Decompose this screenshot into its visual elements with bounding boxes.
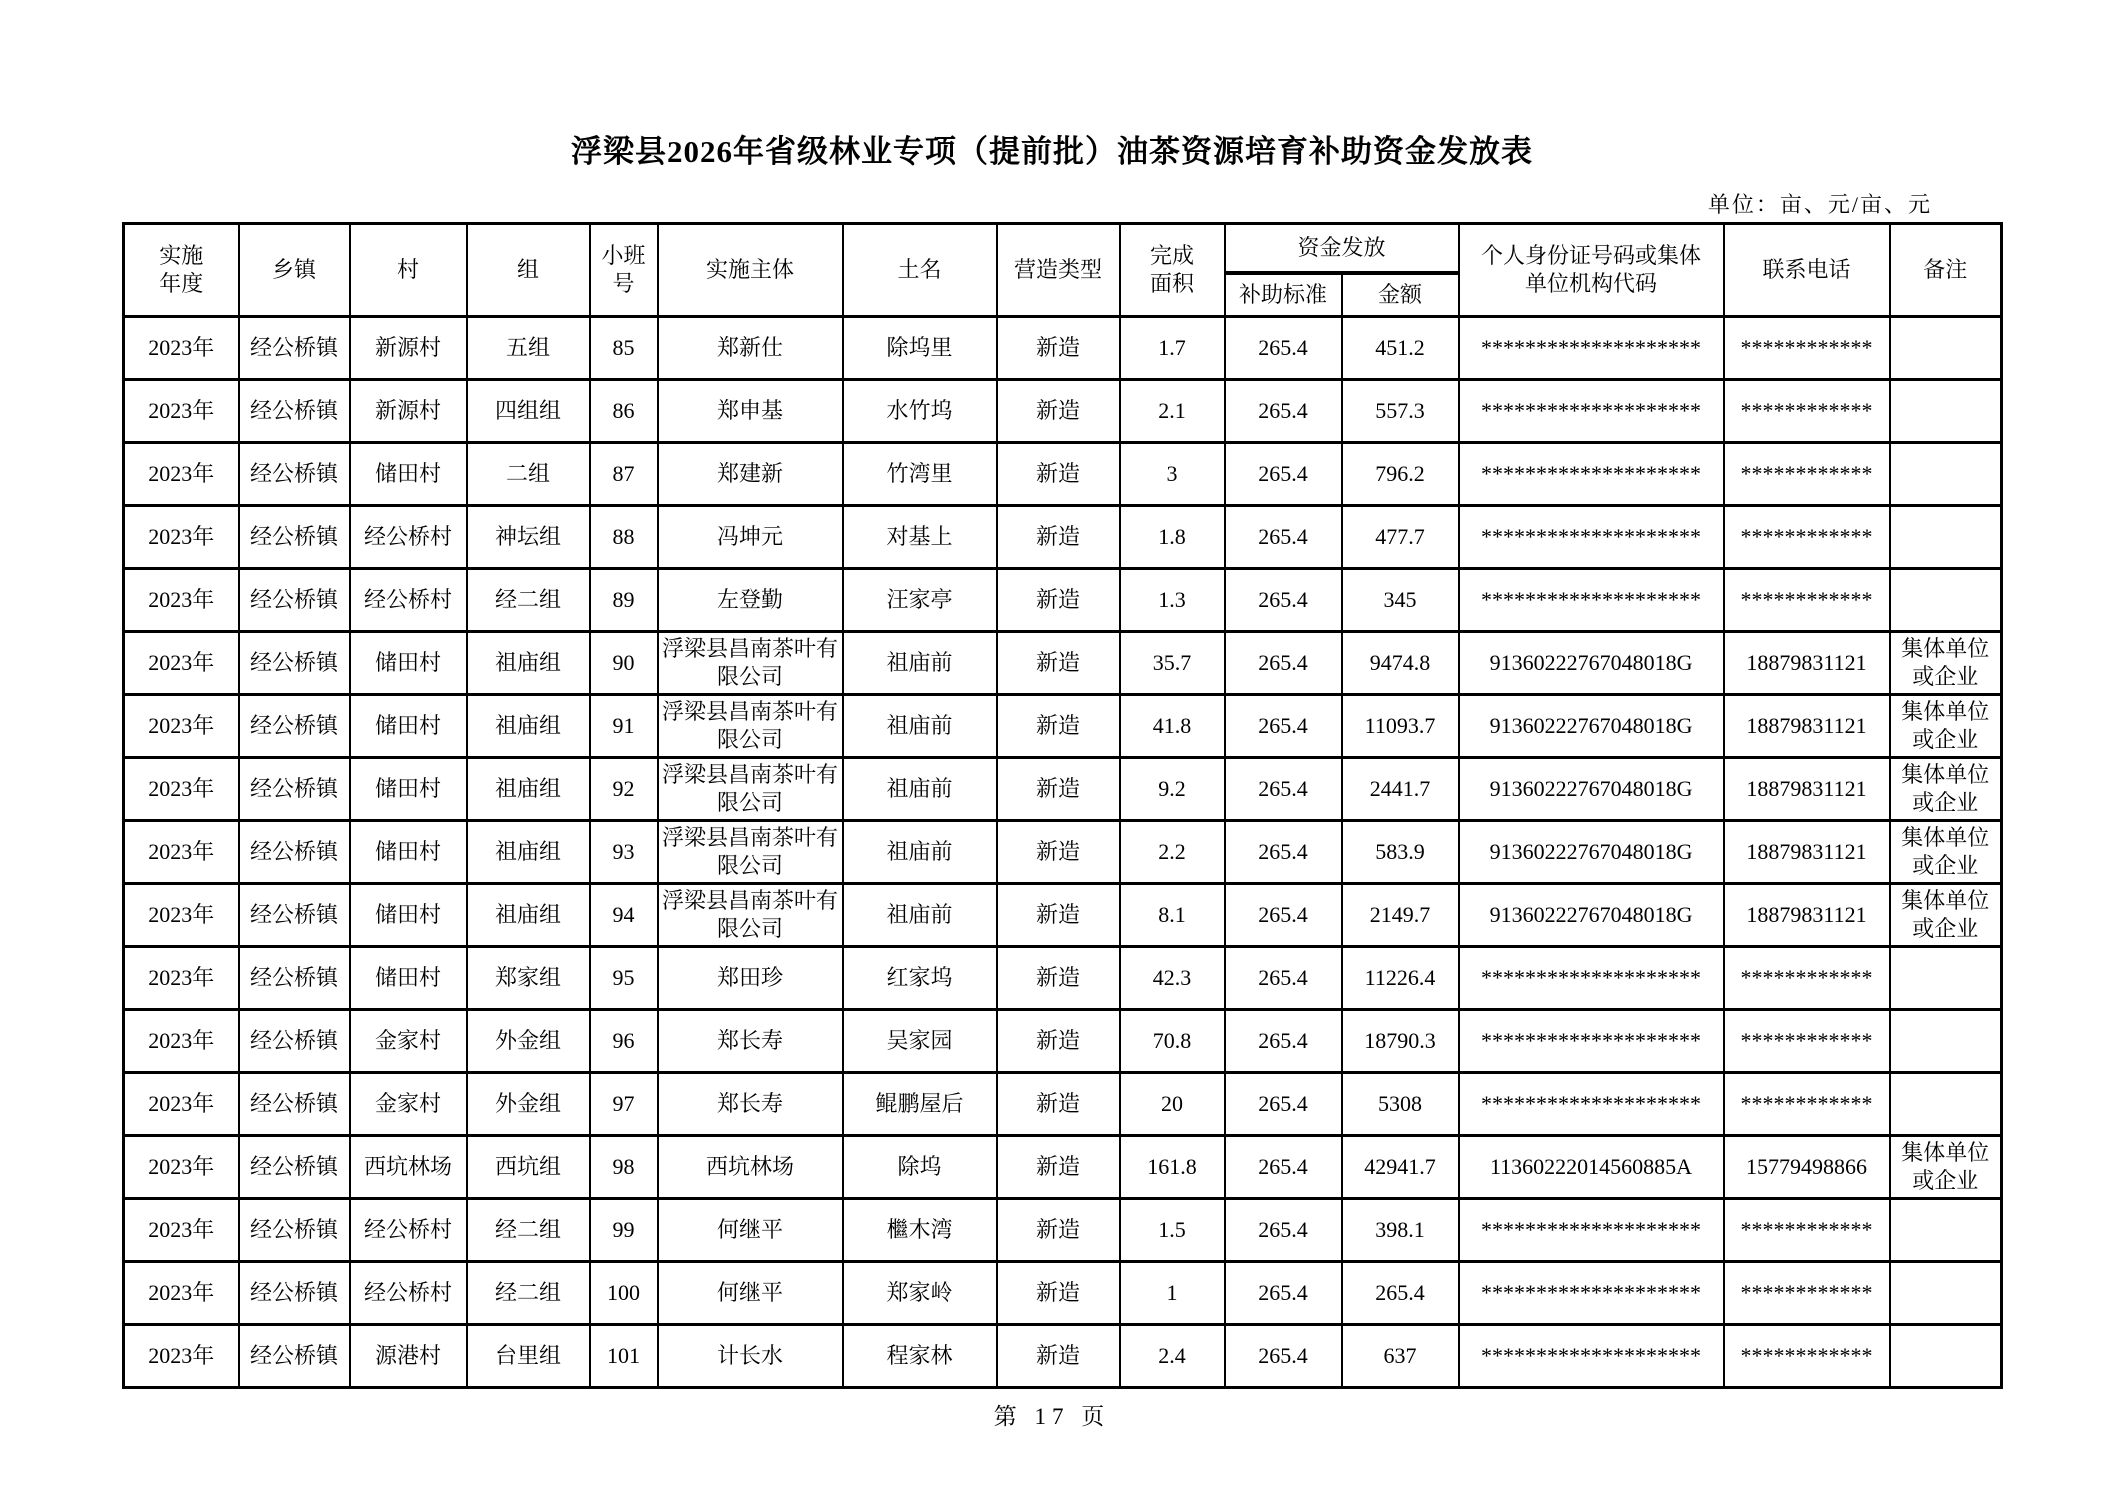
cell-class_no: 98 bbox=[590, 1136, 658, 1199]
cell-id_code: ******************** bbox=[1459, 1199, 1724, 1262]
col-header-subsidy-standard: 补助标准 bbox=[1225, 273, 1342, 317]
cell-phone: ************ bbox=[1724, 1010, 1890, 1073]
cell-phone: ************ bbox=[1724, 443, 1890, 506]
cell-amount: 2149.7 bbox=[1342, 884, 1459, 947]
table-row bbox=[124, 1010, 2002, 1073]
cell-town: 经公桥镇 bbox=[239, 1262, 350, 1325]
cell-year: 2023年 bbox=[124, 317, 239, 380]
cell-amount: 5308 bbox=[1342, 1073, 1459, 1136]
cell-group: 二组 bbox=[467, 443, 590, 506]
cell-land_name: 祖庙前 bbox=[843, 758, 997, 821]
cell-group: 外金组 bbox=[467, 1073, 590, 1136]
cell-amount: 2441.7 bbox=[1342, 758, 1459, 821]
cell-town: 经公桥镇 bbox=[239, 632, 350, 695]
cell-year: 2023年 bbox=[124, 1010, 239, 1073]
cell-town: 经公桥镇 bbox=[239, 1199, 350, 1262]
cell-land_name: 程家林 bbox=[843, 1325, 997, 1388]
cell-area: 20 bbox=[1120, 1073, 1225, 1136]
cell-build_type: 新造 bbox=[997, 758, 1120, 821]
cell-amount: 345 bbox=[1342, 569, 1459, 632]
cell-village: 经公桥村 bbox=[350, 1262, 467, 1325]
cell-town: 经公桥镇 bbox=[239, 1325, 350, 1388]
cell-entity: 郑新仕 bbox=[658, 317, 843, 380]
cell-entity: 何继平 bbox=[658, 1262, 843, 1325]
cell-land_name: 除坞里 bbox=[843, 317, 997, 380]
cell-year: 2023年 bbox=[124, 1136, 239, 1199]
cell-build_type: 新造 bbox=[997, 884, 1120, 947]
cell-year: 2023年 bbox=[124, 632, 239, 695]
cell-year: 2023年 bbox=[124, 569, 239, 632]
cell-town: 经公桥镇 bbox=[239, 1136, 350, 1199]
cell-class_no: 85 bbox=[590, 317, 658, 380]
cell-village: 经公桥村 bbox=[350, 569, 467, 632]
cell-entity: 浮梁县昌南茶叶有限公司 bbox=[658, 632, 843, 695]
cell-subsidy_standard: 265.4 bbox=[1225, 569, 1342, 632]
cell-area: 2.1 bbox=[1120, 380, 1225, 443]
cell-area: 35.7 bbox=[1120, 632, 1225, 695]
cell-class_no: 89 bbox=[590, 569, 658, 632]
cell-town: 经公桥镇 bbox=[239, 380, 350, 443]
cell-class_no: 88 bbox=[590, 506, 658, 569]
cell-area: 2.2 bbox=[1120, 821, 1225, 884]
cell-build_type: 新造 bbox=[997, 506, 1120, 569]
cell-area: 1 bbox=[1120, 1262, 1225, 1325]
cell-build_type: 新造 bbox=[997, 1199, 1120, 1262]
cell-entity: 浮梁县昌南茶叶有限公司 bbox=[658, 758, 843, 821]
cell-subsidy_standard: 265.4 bbox=[1225, 947, 1342, 1010]
cell-phone: 18879831121 bbox=[1724, 758, 1890, 821]
col-header-amount: 金额 bbox=[1342, 273, 1459, 317]
cell-phone: 18879831121 bbox=[1724, 821, 1890, 884]
cell-build_type: 新造 bbox=[997, 380, 1120, 443]
cell-village: 新源村 bbox=[350, 317, 467, 380]
cell-build_type: 新造 bbox=[997, 1010, 1120, 1073]
cell-group: 外金组 bbox=[467, 1010, 590, 1073]
cell-village: 储田村 bbox=[350, 632, 467, 695]
table-body bbox=[124, 317, 2002, 1388]
col-header-area: 完成面积 bbox=[1120, 224, 1225, 317]
cell-group: 经二组 bbox=[467, 1199, 590, 1262]
table-header bbox=[124, 224, 2002, 317]
cell-entity: 郑申基 bbox=[658, 380, 843, 443]
table-row bbox=[124, 443, 2002, 506]
cell-group: 郑家组 bbox=[467, 947, 590, 1010]
cell-remark bbox=[1890, 1199, 2002, 1262]
cell-phone: 18879831121 bbox=[1724, 884, 1890, 947]
cell-amount: 557.3 bbox=[1342, 380, 1459, 443]
cell-group: 祖庙组 bbox=[467, 884, 590, 947]
cell-remark bbox=[1890, 506, 2002, 569]
cell-subsidy_standard: 265.4 bbox=[1225, 758, 1342, 821]
cell-id_code: 91360222767048018G bbox=[1459, 695, 1724, 758]
cell-id_code: 91360222767048018G bbox=[1459, 758, 1724, 821]
cell-build_type: 新造 bbox=[997, 317, 1120, 380]
cell-id_code: 91360222767048018G bbox=[1459, 821, 1724, 884]
cell-amount: 796.2 bbox=[1342, 443, 1459, 506]
cell-year: 2023年 bbox=[124, 884, 239, 947]
cell-subsidy_standard: 265.4 bbox=[1225, 884, 1342, 947]
table-row bbox=[124, 506, 2002, 569]
cell-class_no: 93 bbox=[590, 821, 658, 884]
cell-subsidy_standard: 265.4 bbox=[1225, 1073, 1342, 1136]
cell-area: 41.8 bbox=[1120, 695, 1225, 758]
cell-remark: 集体单位或企业 bbox=[1890, 695, 2002, 758]
cell-amount: 637 bbox=[1342, 1325, 1459, 1388]
cell-phone: ************ bbox=[1724, 1199, 1890, 1262]
col-header-class-no: 小班号 bbox=[590, 224, 658, 317]
cell-entity: 浮梁县昌南茶叶有限公司 bbox=[658, 821, 843, 884]
cell-town: 经公桥镇 bbox=[239, 884, 350, 947]
cell-entity: 西坑林场 bbox=[658, 1136, 843, 1199]
cell-remark bbox=[1890, 1325, 2002, 1388]
table-row bbox=[124, 1199, 2002, 1262]
cell-town: 经公桥镇 bbox=[239, 569, 350, 632]
cell-town: 经公桥镇 bbox=[239, 506, 350, 569]
cell-phone: ************ bbox=[1724, 317, 1890, 380]
cell-subsidy_standard: 265.4 bbox=[1225, 506, 1342, 569]
cell-remark: 集体单位或企业 bbox=[1890, 821, 2002, 884]
cell-area: 8.1 bbox=[1120, 884, 1225, 947]
cell-year: 2023年 bbox=[124, 1262, 239, 1325]
cell-village: 储田村 bbox=[350, 884, 467, 947]
cell-area: 42.3 bbox=[1120, 947, 1225, 1010]
cell-group: 祖庙组 bbox=[467, 695, 590, 758]
cell-amount: 583.9 bbox=[1342, 821, 1459, 884]
cell-id_code: ******************** bbox=[1459, 317, 1724, 380]
cell-build_type: 新造 bbox=[997, 1073, 1120, 1136]
table-row bbox=[124, 695, 2002, 758]
col-header-build-type: 营造类型 bbox=[997, 224, 1120, 317]
cell-land_name: 竹湾里 bbox=[843, 443, 997, 506]
cell-phone: ************ bbox=[1724, 1325, 1890, 1388]
cell-entity: 郑田珍 bbox=[658, 947, 843, 1010]
cell-village: 储田村 bbox=[350, 695, 467, 758]
cell-entity: 何继平 bbox=[658, 1199, 843, 1262]
cell-land_name: 对基上 bbox=[843, 506, 997, 569]
col-header-village: 村 bbox=[350, 224, 467, 317]
cell-land_name: 祖庙前 bbox=[843, 695, 997, 758]
cell-remark bbox=[1890, 1010, 2002, 1073]
cell-village: 源港村 bbox=[350, 1325, 467, 1388]
cell-phone: ************ bbox=[1724, 506, 1890, 569]
cell-area: 9.2 bbox=[1120, 758, 1225, 821]
cell-village: 储田村 bbox=[350, 821, 467, 884]
cell-group: 四组组 bbox=[467, 380, 590, 443]
col-header-funding-group: 资金发放 bbox=[1225, 224, 1459, 274]
cell-subsidy_standard: 265.4 bbox=[1225, 1325, 1342, 1388]
table-row bbox=[124, 758, 2002, 821]
cell-phone: ************ bbox=[1724, 569, 1890, 632]
cell-id_code: ******************** bbox=[1459, 1010, 1724, 1073]
cell-land_name: 汪家亭 bbox=[843, 569, 997, 632]
page-title: 浮梁县2026年省级林业专项（提前批）油茶资源培育补助资金发放表 bbox=[571, 134, 1533, 169]
cell-phone: ************ bbox=[1724, 380, 1890, 443]
cell-area: 70.8 bbox=[1120, 1010, 1225, 1073]
cell-phone: ************ bbox=[1724, 947, 1890, 1010]
cell-phone: ************ bbox=[1724, 1262, 1890, 1325]
cell-build_type: 新造 bbox=[997, 821, 1120, 884]
page-number: 第 17 页 bbox=[993, 1404, 1111, 1429]
cell-subsidy_standard: 265.4 bbox=[1225, 1262, 1342, 1325]
cell-subsidy_standard: 265.4 bbox=[1225, 821, 1342, 884]
cell-year: 2023年 bbox=[124, 758, 239, 821]
cell-entity: 郑建新 bbox=[658, 443, 843, 506]
table-row bbox=[124, 1325, 2002, 1388]
cell-remark bbox=[1890, 1262, 2002, 1325]
cell-remark bbox=[1890, 380, 2002, 443]
cell-id_code: ******************** bbox=[1459, 1262, 1724, 1325]
table-row bbox=[124, 821, 2002, 884]
table-row bbox=[124, 1262, 2002, 1325]
cell-class_no: 86 bbox=[590, 380, 658, 443]
cell-remark: 集体单位或企业 bbox=[1890, 632, 2002, 695]
cell-area: 1.3 bbox=[1120, 569, 1225, 632]
table-row bbox=[124, 317, 2002, 380]
cell-area: 1.5 bbox=[1120, 1199, 1225, 1262]
cell-build_type: 新造 bbox=[997, 695, 1120, 758]
cell-entity: 浮梁县昌南茶叶有限公司 bbox=[658, 884, 843, 947]
cell-group: 经二组 bbox=[467, 1262, 590, 1325]
cell-land_name: 祖庙前 bbox=[843, 884, 997, 947]
cell-land_name: 水竹坞 bbox=[843, 380, 997, 443]
cell-town: 经公桥镇 bbox=[239, 1010, 350, 1073]
cell-remark bbox=[1890, 1073, 2002, 1136]
cell-group: 祖庙组 bbox=[467, 758, 590, 821]
cell-town: 经公桥镇 bbox=[239, 443, 350, 506]
cell-entity: 左登勤 bbox=[658, 569, 843, 632]
table-row bbox=[124, 1073, 2002, 1136]
cell-id_code: ******************** bbox=[1459, 1325, 1724, 1388]
cell-class_no: 92 bbox=[590, 758, 658, 821]
cell-amount: 265.4 bbox=[1342, 1262, 1459, 1325]
cell-build_type: 新造 bbox=[997, 443, 1120, 506]
cell-village: 西坑林场 bbox=[350, 1136, 467, 1199]
cell-year: 2023年 bbox=[124, 1325, 239, 1388]
cell-group: 五组 bbox=[467, 317, 590, 380]
cell-area: 1.8 bbox=[1120, 506, 1225, 569]
cell-build_type: 新造 bbox=[997, 1262, 1120, 1325]
cell-land_name: 祖庙前 bbox=[843, 821, 997, 884]
cell-id_code: ******************** bbox=[1459, 443, 1724, 506]
cell-land_name: 祖庙前 bbox=[843, 632, 997, 695]
cell-phone: 15779498866 bbox=[1724, 1136, 1890, 1199]
cell-town: 经公桥镇 bbox=[239, 695, 350, 758]
cell-area: 2.4 bbox=[1120, 1325, 1225, 1388]
cell-amount: 11093.7 bbox=[1342, 695, 1459, 758]
cell-id_code: 11360222014560885A bbox=[1459, 1136, 1724, 1199]
cell-group: 祖庙组 bbox=[467, 821, 590, 884]
cell-amount: 42941.7 bbox=[1342, 1136, 1459, 1199]
cell-phone: 18879831121 bbox=[1724, 695, 1890, 758]
cell-year: 2023年 bbox=[124, 506, 239, 569]
cell-group: 祖庙组 bbox=[467, 632, 590, 695]
cell-build_type: 新造 bbox=[997, 632, 1120, 695]
cell-subsidy_standard: 265.4 bbox=[1225, 1199, 1342, 1262]
cell-id_code: ******************** bbox=[1459, 1073, 1724, 1136]
cell-town: 经公桥镇 bbox=[239, 947, 350, 1010]
cell-group: 神坛组 bbox=[467, 506, 590, 569]
cell-remark bbox=[1890, 317, 2002, 380]
cell-class_no: 94 bbox=[590, 884, 658, 947]
cell-land_name: 红家坞 bbox=[843, 947, 997, 1010]
table-row bbox=[124, 947, 2002, 1010]
cell-land_name: 鲲鹏屋后 bbox=[843, 1073, 997, 1136]
cell-amount: 477.7 bbox=[1342, 506, 1459, 569]
table-row bbox=[124, 632, 2002, 695]
cell-class_no: 90 bbox=[590, 632, 658, 695]
cell-entity: 浮梁县昌南茶叶有限公司 bbox=[658, 695, 843, 758]
cell-entity: 郑长寿 bbox=[658, 1073, 843, 1136]
col-header-town: 乡镇 bbox=[239, 224, 350, 317]
cell-class_no: 100 bbox=[590, 1262, 658, 1325]
cell-subsidy_standard: 265.4 bbox=[1225, 443, 1342, 506]
cell-village: 储田村 bbox=[350, 947, 467, 1010]
cell-year: 2023年 bbox=[124, 1073, 239, 1136]
cell-town: 经公桥镇 bbox=[239, 758, 350, 821]
cell-amount: 9474.8 bbox=[1342, 632, 1459, 695]
cell-year: 2023年 bbox=[124, 1199, 239, 1262]
cell-group: 西坑组 bbox=[467, 1136, 590, 1199]
col-header-id-code: 个人身份证号码或集体单位机构代码 bbox=[1459, 224, 1724, 317]
cell-id_code: ******************** bbox=[1459, 569, 1724, 632]
cell-subsidy_standard: 265.4 bbox=[1225, 695, 1342, 758]
cell-remark: 集体单位或企业 bbox=[1890, 1136, 2002, 1199]
cell-class_no: 97 bbox=[590, 1073, 658, 1136]
cell-amount: 451.2 bbox=[1342, 317, 1459, 380]
table-row bbox=[124, 380, 2002, 443]
cell-town: 经公桥镇 bbox=[239, 821, 350, 884]
table-row bbox=[124, 569, 2002, 632]
cell-land_name: 郑家岭 bbox=[843, 1262, 997, 1325]
cell-town: 经公桥镇 bbox=[239, 1073, 350, 1136]
cell-id_code: ******************** bbox=[1459, 947, 1724, 1010]
cell-class_no: 96 bbox=[590, 1010, 658, 1073]
cell-build_type: 新造 bbox=[997, 569, 1120, 632]
cell-id_code: ******************** bbox=[1459, 380, 1724, 443]
cell-id_code: ******************** bbox=[1459, 506, 1724, 569]
table-row bbox=[124, 884, 2002, 947]
unit-note: 单位：亩、元/亩、元 bbox=[1707, 192, 1932, 217]
cell-year: 2023年 bbox=[124, 821, 239, 884]
cell-land_name: 吴家园 bbox=[843, 1010, 997, 1073]
cell-year: 2023年 bbox=[124, 695, 239, 758]
cell-subsidy_standard: 265.4 bbox=[1225, 1136, 1342, 1199]
cell-id_code: 91360222767048018G bbox=[1459, 632, 1724, 695]
cell-id_code: 91360222767048018G bbox=[1459, 884, 1724, 947]
cell-class_no: 101 bbox=[590, 1325, 658, 1388]
cell-phone: ************ bbox=[1724, 1073, 1890, 1136]
cell-amount: 11226.4 bbox=[1342, 947, 1459, 1010]
cell-amount: 18790.3 bbox=[1342, 1010, 1459, 1073]
cell-amount: 398.1 bbox=[1342, 1199, 1459, 1262]
cell-class_no: 95 bbox=[590, 947, 658, 1010]
cell-subsidy_standard: 265.4 bbox=[1225, 632, 1342, 695]
cell-village: 经公桥村 bbox=[350, 506, 467, 569]
cell-area: 1.7 bbox=[1120, 317, 1225, 380]
cell-group: 台里组 bbox=[467, 1325, 590, 1388]
table-row bbox=[124, 1136, 2002, 1199]
cell-village: 金家村 bbox=[350, 1073, 467, 1136]
cell-entity: 计长水 bbox=[658, 1325, 843, 1388]
cell-village: 金家村 bbox=[350, 1010, 467, 1073]
cell-subsidy_standard: 265.4 bbox=[1225, 317, 1342, 380]
subsidy-table bbox=[122, 222, 2003, 1389]
cell-remark bbox=[1890, 443, 2002, 506]
cell-land_name: 檵木湾 bbox=[843, 1199, 997, 1262]
cell-year: 2023年 bbox=[124, 443, 239, 506]
cell-build_type: 新造 bbox=[997, 947, 1120, 1010]
cell-phone: 18879831121 bbox=[1724, 632, 1890, 695]
cell-village: 储田村 bbox=[350, 758, 467, 821]
cell-group: 经二组 bbox=[467, 569, 590, 632]
cell-year: 2023年 bbox=[124, 947, 239, 1010]
cell-remark: 集体单位或企业 bbox=[1890, 884, 2002, 947]
cell-entity: 冯坤元 bbox=[658, 506, 843, 569]
cell-village: 储田村 bbox=[350, 443, 467, 506]
cell-class_no: 99 bbox=[590, 1199, 658, 1262]
cell-remark bbox=[1890, 569, 2002, 632]
col-header-entity: 实施主体 bbox=[658, 224, 843, 317]
cell-area: 3 bbox=[1120, 443, 1225, 506]
cell-remark bbox=[1890, 947, 2002, 1010]
cell-class_no: 91 bbox=[590, 695, 658, 758]
cell-area: 161.8 bbox=[1120, 1136, 1225, 1199]
col-header-land-name: 土名 bbox=[843, 224, 997, 317]
col-header-phone: 联系电话 bbox=[1724, 224, 1890, 317]
cell-subsidy_standard: 265.4 bbox=[1225, 1010, 1342, 1073]
col-header-year: 实施年度 bbox=[124, 224, 239, 317]
cell-village: 经公桥村 bbox=[350, 1199, 467, 1262]
cell-class_no: 87 bbox=[590, 443, 658, 506]
cell-build_type: 新造 bbox=[997, 1325, 1120, 1388]
cell-land_name: 除坞 bbox=[843, 1136, 997, 1199]
col-header-remark: 备注 bbox=[1890, 224, 2002, 317]
cell-build_type: 新造 bbox=[997, 1136, 1120, 1199]
col-header-group: 组 bbox=[467, 224, 590, 317]
cell-village: 新源村 bbox=[350, 380, 467, 443]
cell-entity: 郑长寿 bbox=[658, 1010, 843, 1073]
cell-subsidy_standard: 265.4 bbox=[1225, 380, 1342, 443]
cell-remark: 集体单位或企业 bbox=[1890, 758, 2002, 821]
cell-town: 经公桥镇 bbox=[239, 317, 350, 380]
cell-year: 2023年 bbox=[124, 380, 239, 443]
